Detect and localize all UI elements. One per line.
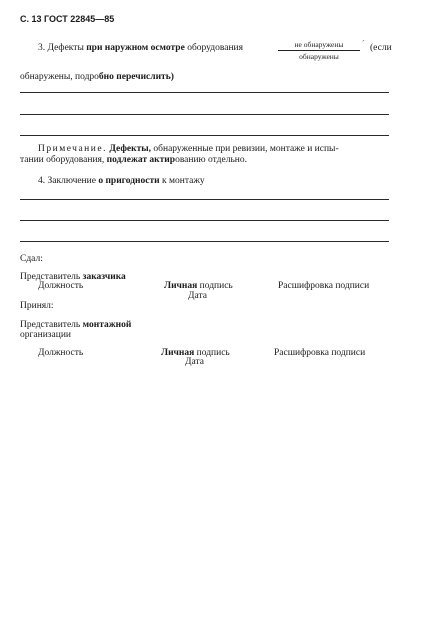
tick-mark: ´ xyxy=(362,39,365,48)
section4-emphasis: о пригодности xyxy=(98,176,160,186)
note-line1 xyxy=(38,144,339,155)
acceptance-sig-emphasis: Личная xyxy=(161,348,195,358)
acceptance-rep-lead: Представитель xyxy=(20,320,83,330)
page-header: С. 13 ГОСТ 22845—85 xyxy=(20,14,115,24)
note-text-1: обнаруженные при ревизии, монтаже и испы- xyxy=(151,144,339,154)
acceptance-organization: организации xyxy=(20,330,72,340)
fill-line-3 xyxy=(20,135,389,136)
section3-line2 xyxy=(20,72,174,83)
section3-line2-b: бно перечислить) xyxy=(98,72,174,82)
acceptance-date: Дата xyxy=(185,357,204,367)
note-text-2a: тании оборудования, xyxy=(20,155,107,165)
section4-line xyxy=(38,176,205,187)
fraction-not-found: не обнаружены xyxy=(278,40,360,51)
handover-date: Дата xyxy=(188,291,207,301)
acceptance-label: Принял: xyxy=(20,301,54,311)
fill-line-1 xyxy=(20,92,389,93)
fill-line-4 xyxy=(20,199,389,200)
note-line2 xyxy=(20,155,247,166)
note-text-2b: ованию отдельно. xyxy=(175,155,248,165)
handover-rep-emphasis: заказчика xyxy=(82,272,126,282)
fill-line-5 xyxy=(20,220,389,221)
section3-paren: (если xyxy=(370,43,392,53)
handover-decode: Расшифровка подписи xyxy=(278,281,370,291)
acceptance-position: Должность xyxy=(38,348,84,358)
section3-line2-a: обнаружены, подро xyxy=(20,72,99,82)
note-label: Примечание. xyxy=(38,144,107,154)
handover-sig-tail: подпись xyxy=(197,281,233,291)
section4-tail: к монтажу xyxy=(159,176,205,186)
handover-sig-emphasis: Личная xyxy=(164,281,198,291)
acceptance-decode: Расшифровка подписи xyxy=(274,348,366,358)
section3-line1 xyxy=(38,43,243,54)
section3-emphasis: при наружном осмотре xyxy=(86,43,185,53)
fraction-found: обнаружены xyxy=(299,52,339,61)
fill-line-6 xyxy=(20,241,389,242)
section4-lead: 4. Заключение xyxy=(38,176,99,186)
section3-lead: 3. Дефекты xyxy=(38,43,87,53)
acceptance-sig-tail: подпись xyxy=(194,348,230,358)
handover-label: Сдал: xyxy=(20,254,43,264)
note-emphasis-2: подлежат актир xyxy=(106,155,176,165)
defects-fraction xyxy=(278,40,360,61)
section3-tail: оборудования xyxy=(184,43,243,53)
note-emphasis-1: Дефекты, xyxy=(109,144,152,154)
acceptance-rep-emphasis: монтажной xyxy=(82,320,132,330)
fill-line-2 xyxy=(20,114,389,115)
handover-rep-lead: Представитель xyxy=(20,272,83,282)
handover-position: Должность xyxy=(38,281,84,291)
